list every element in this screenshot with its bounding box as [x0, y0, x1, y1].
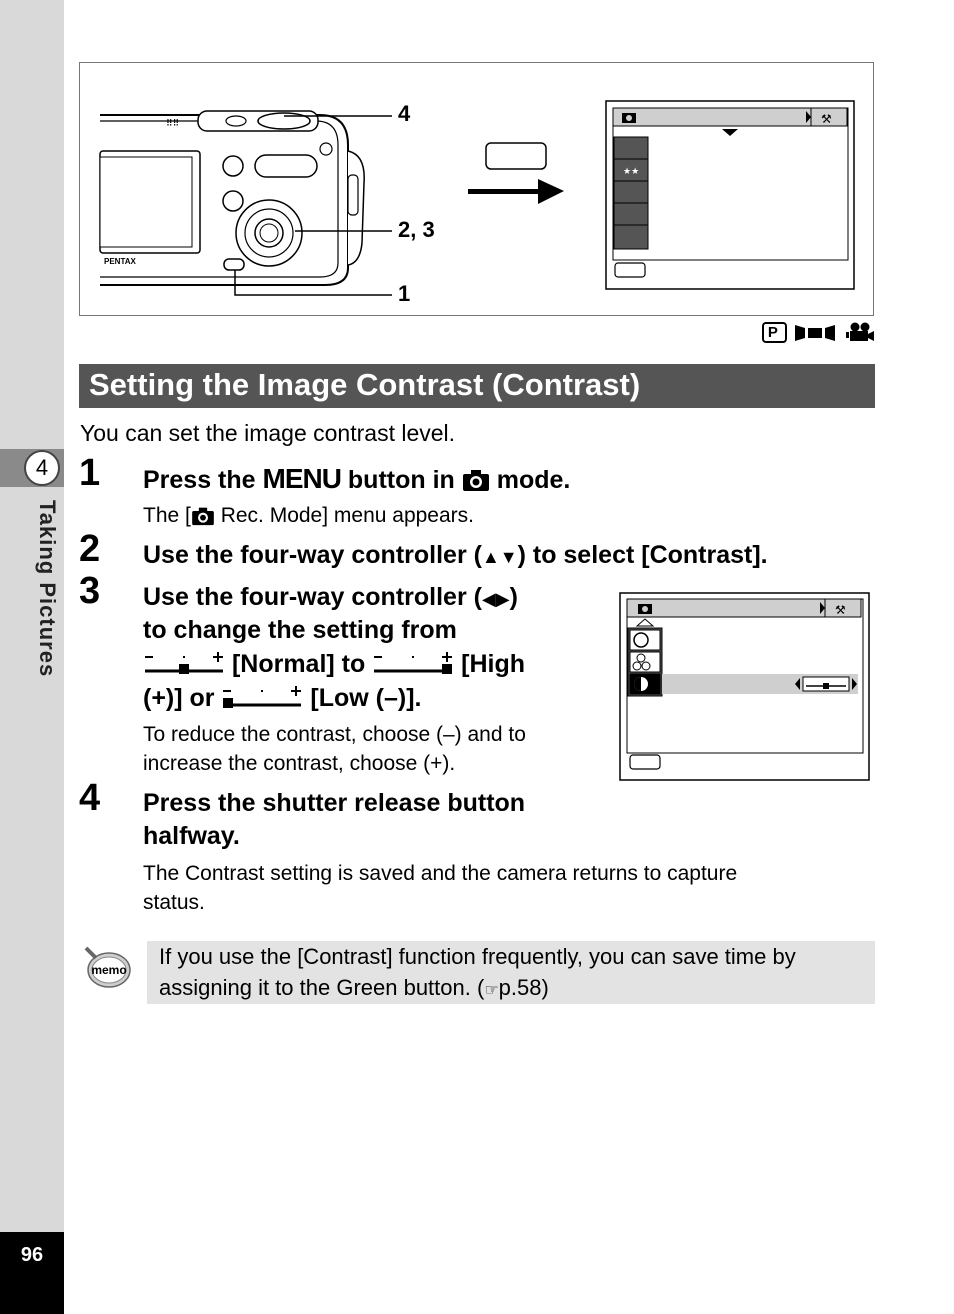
svg-text:⠿⠿: ⠿⠿ — [166, 118, 180, 128]
step-2-heading: Use the four-way controller (▲▼) to select [Contrast]. — [143, 541, 768, 569]
contrast-menu-screen — [619, 592, 871, 782]
contrast-high-icon — [372, 652, 454, 676]
memo-line-2: assigning it to the Green button. (☞p.58) — [159, 975, 549, 1000]
step-3-body-2: increase the contrast, choose (+). — [143, 752, 456, 775]
chapter-number: 4 — [24, 450, 60, 486]
svg-text:⚒: ⚒ — [835, 603, 846, 617]
contrast-normal-icon — [143, 652, 225, 676]
step-4-body-2: status. — [143, 891, 205, 914]
step-3-number: 3 — [79, 570, 101, 612]
step-2-number: 2 — [79, 528, 101, 570]
contrast-low-icon — [221, 686, 303, 710]
callout-shutter: 4 — [398, 101, 411, 126]
step-4-number: 4 — [79, 777, 101, 819]
step-3-body-1: To reduce the contrast, choose (–) and to — [143, 723, 526, 746]
step-4-body-1: The Contrast setting is saved and the camera returns to capture — [143, 862, 738, 885]
svg-text:★★: ★★ — [623, 166, 640, 176]
camera-icon — [191, 506, 215, 526]
page-reference-link[interactable]: p.58) — [498, 975, 549, 1000]
callout-four-way: 2, 3 — [398, 217, 435, 242]
up-down-arrow-icons: ▲▼ — [481, 547, 518, 567]
camera-figure — [79, 62, 874, 316]
svg-text:⚒: ⚒ — [821, 112, 832, 126]
intro-text: You can set the image contrast level. — [80, 420, 456, 446]
step-3-line-4: (+)] or [Low (–)]. — [143, 684, 422, 712]
step-3-line-3: [Normal] to [High — [143, 647, 525, 681]
camera-icon — [462, 468, 490, 492]
callout-menu: 1 — [398, 281, 411, 306]
step-1-heading: Press the MENU button in mode. — [143, 463, 571, 494]
step-4-line-1: Press the shutter release button — [143, 789, 526, 817]
step-3-line-2: to change the setting from — [143, 616, 457, 644]
camera-brand-label: PENTAX — [104, 257, 136, 266]
movie-mode-icon — [846, 322, 874, 342]
reference-icon: ☞ — [484, 982, 499, 999]
menu-button-label: MENU — [262, 463, 341, 494]
memo-label: memo — [91, 963, 127, 977]
camera-illustration — [80, 63, 875, 317]
panorama-mode-icon — [795, 324, 837, 342]
mode-icons — [762, 322, 874, 345]
section-title: Setting the Image Contrast (Contrast) — [89, 367, 641, 402]
step-1-body: The [ Rec. Mode] menu appears. — [143, 504, 474, 527]
memo-line-1: If you use the [Contrast] function frequently, you can save time by — [159, 944, 796, 969]
memo-icon — [82, 944, 132, 990]
memo-text — [159, 941, 796, 1006]
step-1-number: 1 — [79, 452, 101, 494]
chapter-title: Taking Pictures — [35, 500, 60, 678]
left-right-arrow-icons: ◀▶ — [481, 589, 510, 609]
page-number: 96 — [20, 1244, 44, 1266]
step-4-line-2: halfway. — [143, 822, 240, 850]
program-mode-icon: P — [762, 322, 787, 343]
step-3-line-1: Use the four-way controller (◀▶) — [143, 583, 518, 611]
